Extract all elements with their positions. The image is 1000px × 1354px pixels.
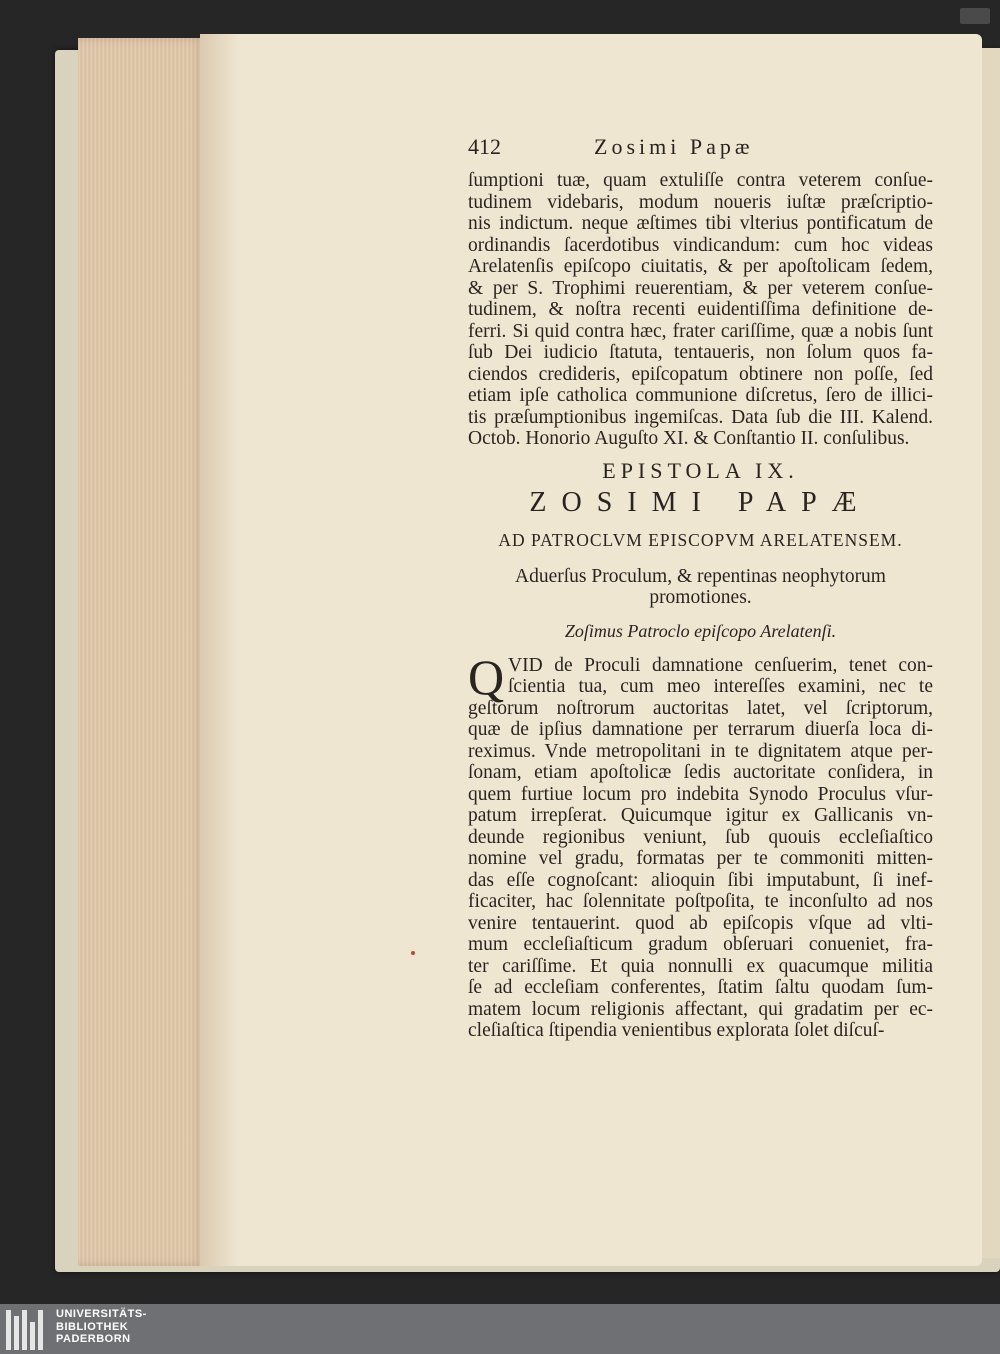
text-line: patum irrepſerat. Quicumque igitur ex Gallicanis vn- (468, 805, 933, 826)
library-name-line: UNIVERSITÄTS- (56, 1308, 147, 1320)
epistle-ix-body (468, 648, 933, 1042)
text-line: ſumptioni tuæ, quam extuliſſe contra veterem conſue- (468, 170, 933, 191)
closing-paragraph-epistle-viii (468, 170, 933, 450)
body-paragraph (468, 648, 933, 1042)
text-line: das eſſe cognoſcant: alioquin ſibi imputabunt, ſi inef- (468, 869, 933, 891)
text-line: nomine vel gradu, formatas per te commoniti mitten- (468, 848, 933, 869)
page-clip (960, 8, 990, 24)
argument-line: Aduerſus Proculum, & repentinas neophytorum (515, 565, 886, 587)
library-footer (0, 1304, 1000, 1354)
epistola-number: EPISTOLA IX. (602, 457, 799, 483)
text-line: tudinem videbaris, modum noueris iuſtæ præſcriptio- (468, 191, 933, 213)
epistola-address: AD PATROCLVM EPISCOPVM ARELATENSEM. (498, 529, 903, 550)
text-line: Arelatenſis epiſcopo ciuitatis, & per apoſtolicam ſedem, (468, 256, 933, 277)
text-line: ciendos credideris, epiſcopatum obtinere non poſſe, ſed (468, 363, 933, 385)
salutation: Zoſimus Patroclo epiſcopo Arelatenſi. (564, 620, 837, 641)
text-line: Octob. Honorio Auguſto XI. & Conſtantio II. conſulibus. (468, 428, 910, 449)
text-line: ficaciter, hac ſolennitate poſtpoſita, te inconſulto ad nos (468, 891, 933, 912)
text-line: quem furtiue locum pro indebita Synodo Proculus vſur- (468, 783, 933, 805)
text-line: tis præſumptionibus ingemiſcas. Data ſub die III. Kalend. (468, 406, 933, 428)
argument-line: promotiones. (649, 587, 752, 608)
text-line: ferri. Si quid contra hæc, frater cariſſime, quæ a nobis ſunt (468, 320, 933, 342)
text-line: ſub Dei iudicio ſtatuta, tentaueris, non ſolum quos fa- (468, 342, 933, 363)
text-line: quæ de ipſius damnatione per terrarum diuerſa loca di- (468, 719, 933, 740)
text-line: tudinem, & noſtra recenti euidentiſſima definitione de- (468, 299, 933, 320)
text-line: ſe ad eccleſiam conferentes, ſtatim ſaltu quodam ſum- (468, 977, 933, 998)
argument-summary (468, 566, 933, 609)
text-line: ter cariſſime. Et quia nonnulli ex quacumque militia (468, 955, 933, 977)
text-line: ordinandis ſacerdotibus vindicandum: cum hoc videas (468, 234, 933, 256)
text-line: ſonam, etiam apoſtolicæ ſedis auctoritate conſidera, in (468, 762, 933, 783)
library-name (56, 1308, 147, 1346)
library-name-line: BIBLIOTHEK (56, 1320, 129, 1333)
page-text (468, 136, 933, 1042)
text-line: venire tentauerint. quod ab epiſcopis vſque ad vlti- (468, 912, 933, 934)
text-line: VID de Proculi damnatione cenſuerim, tenet con- (508, 654, 933, 676)
page-number: 412 (468, 134, 501, 159)
text-line: reximus. Vnde metropolitani in te dignitatem atque per- (468, 740, 933, 762)
running-title: Zosimi Papæ (594, 134, 754, 159)
running-head (468, 136, 933, 170)
epistola-title: ZOSIMI PAPÆ (529, 486, 872, 518)
text-line: & per S. Trophimi reuerentiam, & per veterem conſue- (468, 277, 933, 299)
text-line: deunde regionibus veniunt, ſub quouis eccleſiaſtico (468, 826, 933, 848)
text-line: geſtorum noſtrorum auctoritas latet, vel ſcriptorum, (468, 697, 933, 719)
drop-cap: Q (468, 648, 505, 705)
library-name-line: PADERBORN (56, 1333, 131, 1345)
ink-spot (411, 951, 415, 955)
library-logo-icon (6, 1310, 52, 1350)
text-line: cleſiaſtica ſtipendia venientibus explorata ſolet diſcuſ- (468, 1020, 885, 1041)
text-line: etiam ipſe catholica communione diſcretus, ſero de illici- (468, 385, 933, 406)
page-edges (78, 38, 206, 1266)
text-line: ſcientia tua, cum meo intereſſes examini, nec te (508, 676, 933, 697)
text-line: nis indictum. neque æſtimes tibi vlterius pontificatum de (468, 213, 933, 234)
text-line: mum eccleſiaſticum gradum obſeruari conueniet, fra- (468, 934, 933, 955)
text-line: matem locum religionis affectant, qui gradatim per ec- (468, 998, 933, 1020)
